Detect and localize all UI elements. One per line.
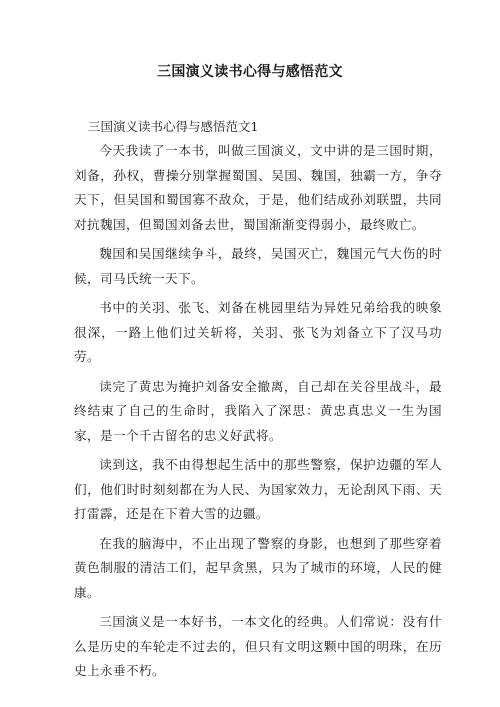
- paragraph-1: 今天我读了一本书，叫做三国演义，文中讲的是三国时期，刘备，孙权，曹操分别掌握蜀国、吴国、魏国，独霸一方，争夺天下，但吴国和蜀国寡不敌众，于是，他们结成孙刘联盟，共同对抗魏国，但蜀国刘备去世，蜀国渐渐变得弱小，最终败亡。: [74, 143, 442, 232]
- paragraph-4: 读完了黄忠为掩护刘备安全撤离，自己却在关谷里战斗，最终结束了自己的生命时，我陷入了深思：黄忠真忠义一生为国家，是一个千古留名的忠义好武将。: [74, 378, 442, 443]
- paragraph-6: 在我的脑海中，不止出现了警察的身影，也想到了那些穿着黄色制服的清洁工们，起早贪黑，只为了城市的环境，人民的健康。: [74, 535, 442, 600]
- paragraph-5: 读到这，我不由得想起生活中的那些警察，保护边疆的军人们，他们时时刻刻都在为人民、为国家效力，无论刮风下雨、天打雷霹，还是在下着大雪的边疆。: [74, 457, 442, 521]
- essay-body: [74, 139, 442, 689]
- paragraph-3: 书中的关羽、张飞、刘备在桃园里结为异姓兄弟给我的映象很深，一路上他们过关斩将，关羽、张飞为刘备立下了汉马功劳。: [74, 300, 442, 364]
- document-title: 三国演义读书心得与感悟范文: [157, 64, 343, 80]
- paragraph-2: 魏国和吴国继续争斗，最终，吴国灭亡，魏国元气大伤的时候，司马氏统一天下。: [74, 246, 442, 286]
- essay-subtitle: 三国演义读书心得与感悟范文1: [88, 119, 259, 134]
- paragraph-7: 三国演义是一本好书，一本文化的经典。人们常说：没有什么是历史的车轮走不过去的，但只有文明这颗中国的明珠，在历史上永垂不朽。: [74, 614, 442, 678]
